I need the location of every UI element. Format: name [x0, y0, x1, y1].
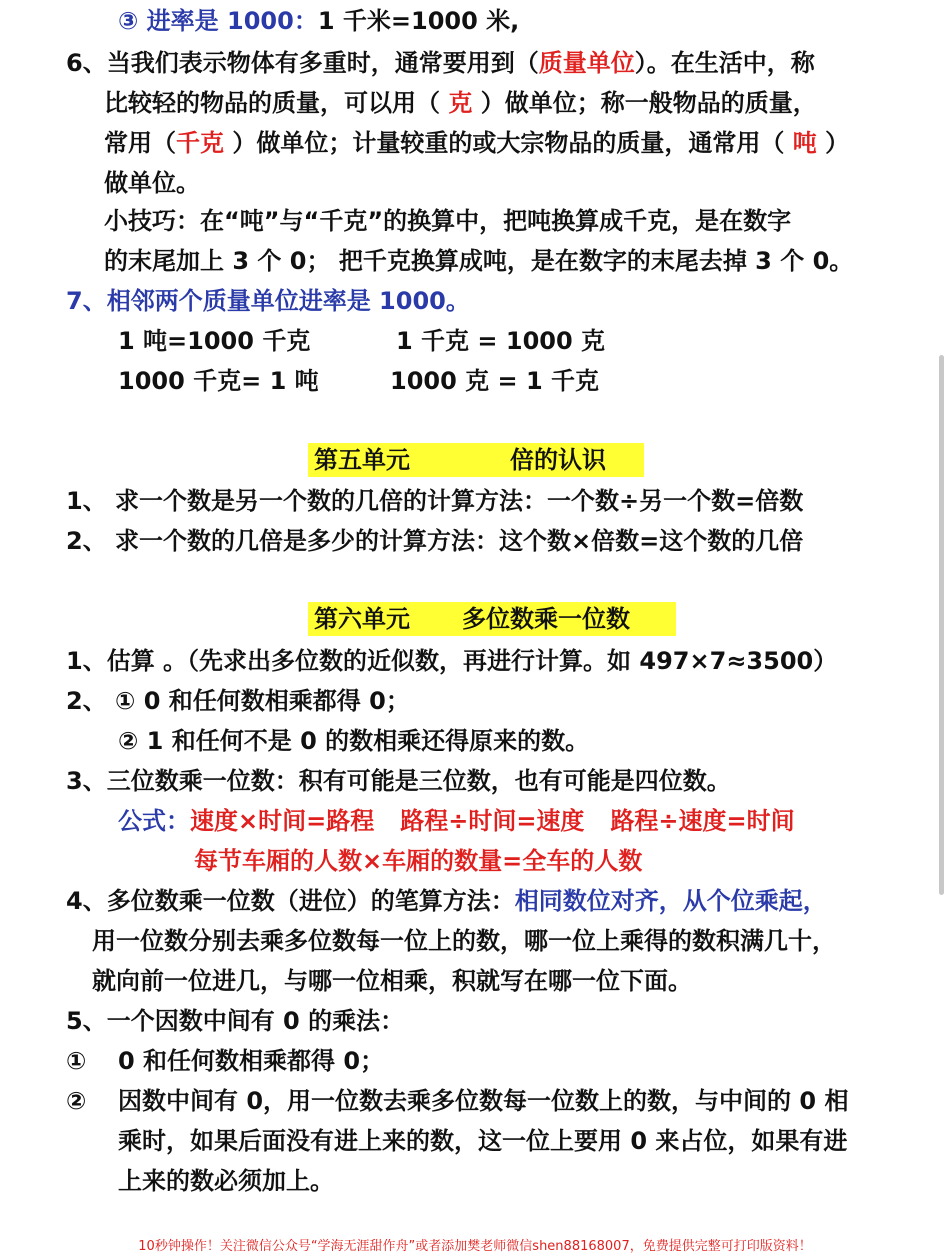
unit6-item4-line3: 就向前一位进几，与哪一位相乘，积就写在哪一位下面。: [92, 967, 692, 995]
unit6-item5d: 上来的数必须加上。: [118, 1167, 334, 1195]
tip-line1: 小技巧：在“吨”与“千克”的换算中，把吨换算成千克，是在数字: [104, 207, 792, 235]
text: ）做单位；计量较重的或大宗物品的质量，通常用（: [224, 129, 793, 157]
unit6-label: 第六单元: [314, 605, 410, 633]
line-rate: [118, 6, 519, 36]
unit6-item3: 3、三位数乘一位数：积有可能是三位数，也有可能是四位数。: [66, 767, 731, 795]
answer-kilogram: 千克: [176, 129, 224, 157]
formula-line1: [118, 806, 795, 836]
text: ）。在生活中，称: [634, 49, 815, 77]
item-6-line2: [104, 88, 817, 118]
unit6-item5b-num: ②: [66, 1087, 87, 1115]
unit6-item5: 5、一个因数中间有 0 的乘法：: [66, 1007, 405, 1035]
unit6-item4-line2: 用一位数分别去乘多位数每一位上的数，哪一位上乘得的数积满几十，: [92, 927, 836, 955]
conv-1b: 1 千克 = 1000 克: [396, 327, 606, 355]
rate-label: ③ 进率是 1000：: [118, 7, 318, 35]
unit5-item1: 1、 求一个数是另一个数的几倍的计算方法：一个数÷另一个数=倍数: [66, 487, 804, 515]
item-6-line1: [66, 48, 815, 78]
answer-mass-unit: 质量单位: [538, 49, 635, 77]
text: 6、当我们表示物体有多重时，通常要用到（: [66, 49, 539, 77]
text: 常用（: [104, 129, 176, 157]
unit6-item5c: 乘时，如果后面没有进上来的数，这一位上要用 0 来占位，如果有进: [118, 1127, 848, 1155]
item-7: 7、相邻两个质量单位进率是 1000。: [66, 287, 470, 315]
unit6-item2b: ② 1 和任何不是 0 的数相乘还得原来的数。: [118, 727, 590, 755]
unit6-item4-line1: [66, 886, 827, 916]
unit5-heading: [308, 443, 644, 477]
unit6-heading: [308, 602, 676, 636]
formula-3: 路程÷速度=时间: [610, 807, 795, 835]
unit6-item5a: 0 和任何数相乘都得 0；: [118, 1047, 385, 1075]
unit6-item5b: 因数中间有 0，用一位数去乘多位数每一位数上的数，与中间的 0 相: [118, 1087, 849, 1115]
footer-promo: 10秒钟操作！关注微信公众号“学海无涯甜作舟”或者添加樊老师微信shen88168007，免费提供完整可打印版资料！: [138, 1239, 812, 1254]
text: ）: [816, 129, 850, 157]
item-6-line3: [104, 128, 849, 158]
answer-ton: 吨: [792, 129, 817, 157]
formula-line2: 每节车厢的人数×车厢的数量=全车的人数: [194, 847, 643, 875]
unit5-title: 倍的认识: [510, 446, 606, 474]
tip-line2: 的末尾加上 3 个 0； 把千克换算成吨，是在数字的末尾去掉 3 个 0。: [104, 247, 854, 275]
method-highlight: 相同数位对齐，从个位乘起，: [514, 887, 827, 915]
text: 比较轻的物品的质量，可以用（: [104, 89, 449, 117]
unit5-item2: 2、 求一个数的几倍是多少的计算方法：这个数×倍数=这个数的几倍: [66, 527, 804, 555]
item-6-line4: 做单位。: [104, 169, 200, 197]
unit6-title: 多位数乘一位数: [462, 605, 630, 633]
formula-2: 路程÷时间=速度: [400, 807, 585, 835]
unit5-label: 第五单元: [314, 446, 410, 474]
unit6-item1: 1、估算 。（先求出多位数的近似数，再进行计算。如 497×7≈3500）: [66, 647, 838, 675]
formula-label: 公式：: [118, 807, 190, 835]
formula-1: 速度×时间=路程: [190, 807, 375, 835]
scrollbar[interactable]: [939, 355, 944, 895]
conv-2a: 1000 千克= 1 吨: [118, 367, 319, 395]
text: 4、多位数乘一位数（进位）的笔算方法：: [66, 887, 515, 915]
unit6-item5a-num: ①: [66, 1047, 87, 1075]
conv-2b: 1000 克 = 1 千克: [390, 367, 600, 395]
conv-1a: 1 吨=1000 千克: [118, 327, 311, 355]
text: ）做单位；称一般物品的质量，: [472, 89, 817, 117]
unit6-item2a: 2、 ① 0 和任何数相乘都得 0；: [66, 687, 410, 715]
answer-gram: 克: [448, 89, 473, 117]
rate-value: 1 千米=1000 米,: [317, 7, 520, 35]
